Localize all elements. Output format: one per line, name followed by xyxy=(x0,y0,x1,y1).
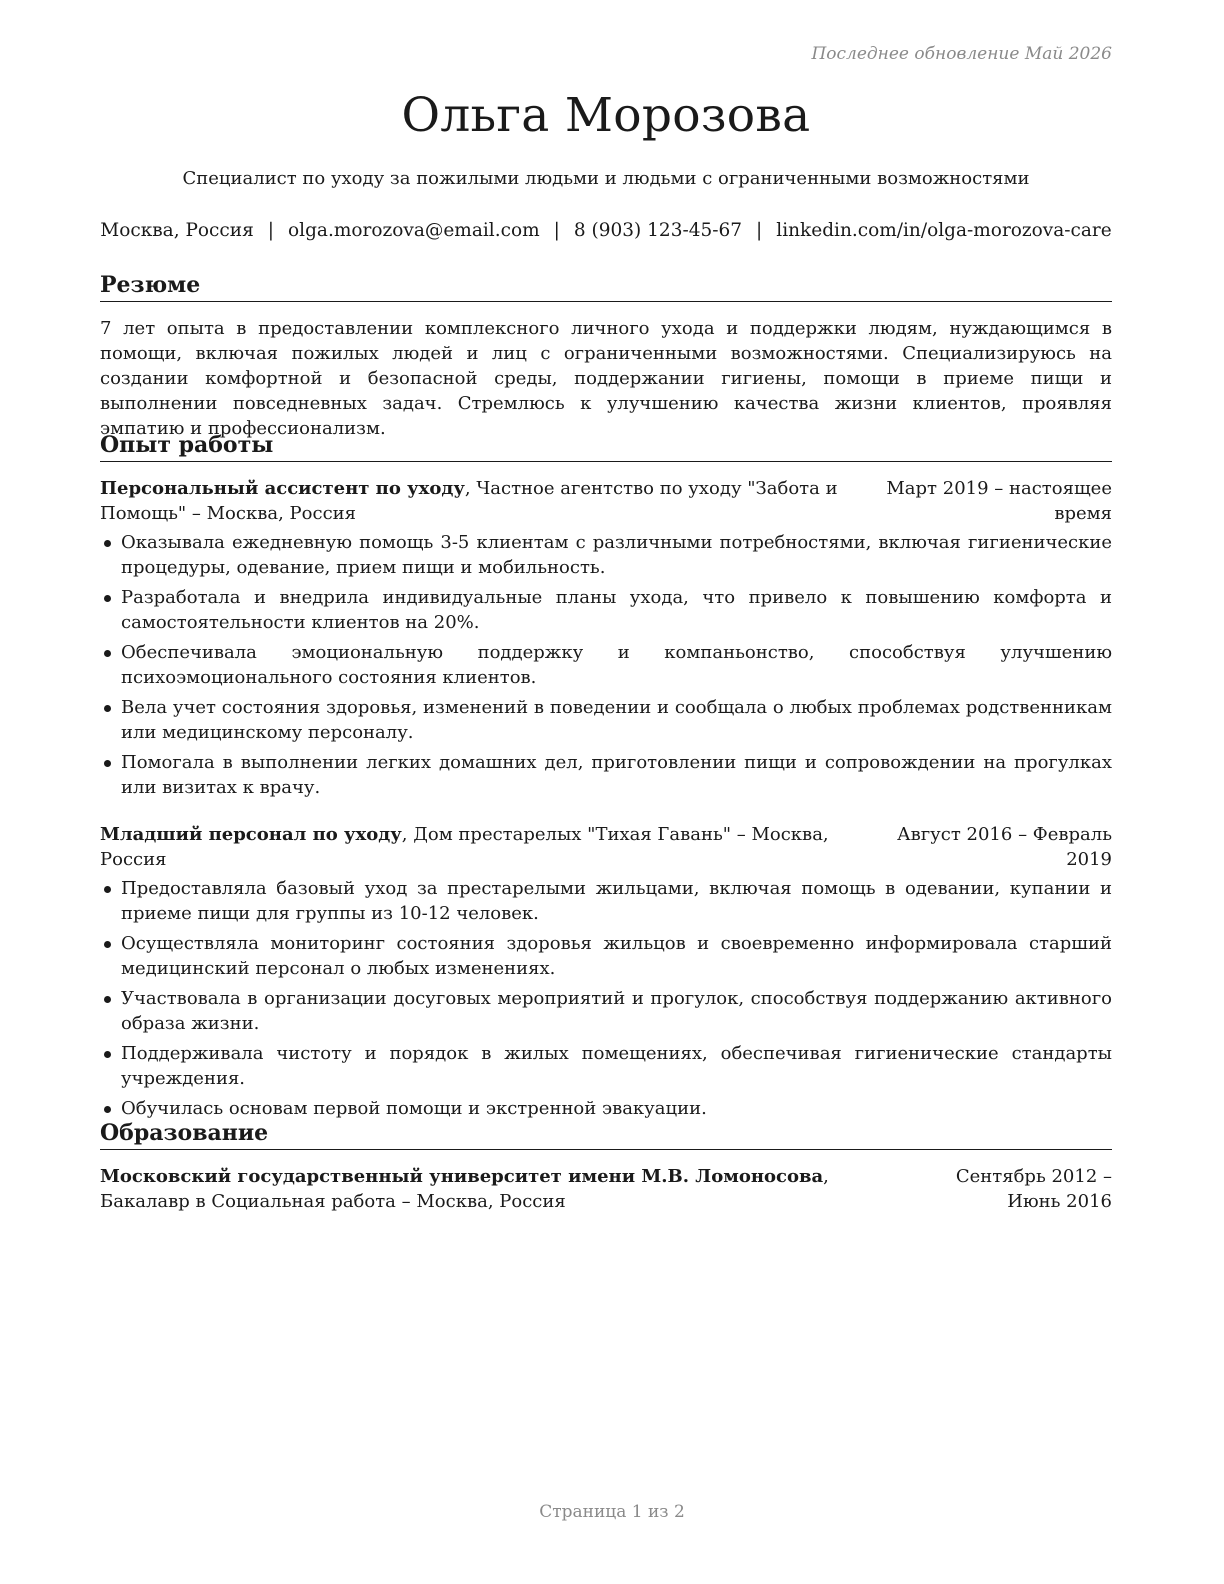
education-details: , Бакалавр в Социальная работа – Москва, Россия xyxy=(100,1166,829,1212)
job-position: Персональный ассистент по уходу xyxy=(100,478,465,499)
list-item: Осуществляла мониторинг состояния здоровья жильцов и своевременно информировала старший медицинский персонал о любых изменениях. xyxy=(100,931,1112,981)
contact-email[interactable]: olga.morozova@email.com xyxy=(288,220,540,241)
contact-phone[interactable]: 8 (903) 123-45-67 xyxy=(573,220,743,241)
list-item: Помогала в выполнении легких домашних дел, приготовлении пищи и сопровождении на прогулках или визитах к врачу. xyxy=(100,750,1112,800)
list-item: Участвовала в организации досуговых мероприятий и прогулок, способствуя поддержанию активного образа жизни. xyxy=(100,986,1112,1036)
candidate-subtitle: Специалист по уходу за пожилыми людьми и людьми с ограниченными возможностями xyxy=(182,168,1030,189)
contact-separator: | xyxy=(756,220,763,241)
education-section xyxy=(100,1118,1112,1214)
list-item: Обучилась основам первой помощи и экстренной эвакуации. xyxy=(100,1096,1112,1121)
job-bullets xyxy=(100,530,1112,800)
list-item: Обеспечивала эмоциональную поддержку и компаньонство, способствуя улучшению психоэмоционального состояния клиентов. xyxy=(100,640,1112,690)
last-updated: Последнее обновление Май 2026 xyxy=(811,44,1112,64)
job-header xyxy=(100,822,1112,872)
job-details: , Дом престарелых "Тихая Гавань" – Москва, Россия xyxy=(100,824,829,870)
list-item: Оказывала ежедневную помощь 3-5 клиентам с различными потребностями, включая гигиенические процедуры, одевание, прием пищи и мобильность. xyxy=(100,530,1112,580)
candidate-name: Ольга Морозова xyxy=(401,88,811,143)
education-dates: Сентябрь 2012 – Июнь 2016 xyxy=(955,1166,1112,1212)
list-item: Предоставляла базовый уход за престарелыми жильцами, включая помощь в одевании, купании и приеме пищи для группы из 10-12 человек. xyxy=(100,876,1112,926)
contact-line xyxy=(100,220,1112,241)
contact-separator: | xyxy=(553,220,560,241)
job-bullets xyxy=(100,876,1112,1121)
job-header xyxy=(100,476,1112,526)
experience-section xyxy=(100,430,1112,1126)
contact-location: Москва, Россия xyxy=(100,220,254,241)
job-position: Младший персонал по уходу xyxy=(100,824,402,845)
resume-page xyxy=(100,0,1112,1584)
contact-linkedin[interactable]: linkedin.com/in/olga-morozova-care xyxy=(776,220,1112,241)
list-item: Вела учет состояния здоровья, изменений в поведении и сообщала о любых проблемах родственникам или медицинскому персоналу. xyxy=(100,695,1112,745)
section-title-summary: Резюме xyxy=(100,270,1112,302)
section-title-experience: Опыт работы xyxy=(100,430,1112,462)
job-dates: Август 2016 – Февраль 2019 xyxy=(896,824,1112,870)
summary-text: 7 лет опыта в предоставлении комплексного личного ухода и поддержки людям, нуждающимся в помощи, включая пожилых людей и лиц с ограниченными возможностями. Специализируюсь на создании комфортной и безопасной среды, поддержании гигиены, помощи в приеме пищи и выполнении повседневных задач. Стремлюсь к улучшению качества жизни клиентов, проявляя эмпатию и профессионализм. xyxy=(100,318,1112,439)
contact-separator: | xyxy=(267,220,275,241)
list-item: Поддерживала чистоту и порядок в жилых помещениях, обеспечивая гигиенические стандарты учреждения. xyxy=(100,1041,1112,1091)
education-header xyxy=(100,1164,1112,1214)
job-entry xyxy=(100,822,1112,1121)
job-details: , Частное агентство по уходу "Забота и Помощь" – Москва, Россия xyxy=(100,478,838,524)
job-dates: Март 2019 – настоящее время xyxy=(886,478,1112,524)
education-institution: Московский государственный университет имени М.В. Ломоносова xyxy=(100,1166,824,1187)
job-entry xyxy=(100,476,1112,800)
education-entry xyxy=(100,1164,1112,1214)
summary-section xyxy=(100,270,1112,441)
list-item: Разработала и внедрила индивидуальные планы ухода, что привело к повышению комфорта и самостоятельности клиентов на 20%. xyxy=(100,585,1112,635)
section-title-education: Образование xyxy=(100,1118,1112,1150)
page-number: Страница 1 из 2 xyxy=(539,1502,685,1522)
